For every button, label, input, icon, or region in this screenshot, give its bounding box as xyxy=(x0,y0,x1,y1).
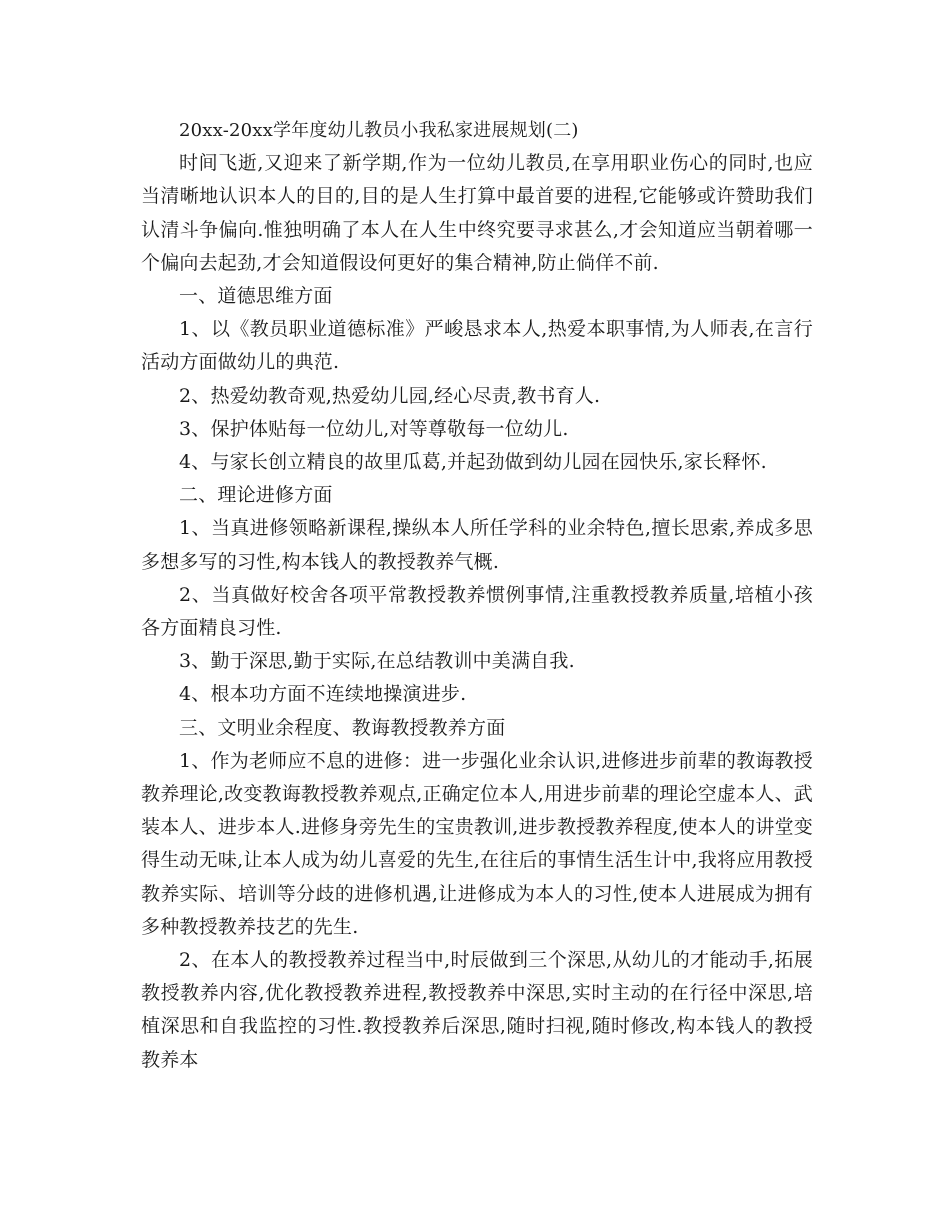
paragraph: 3、保护体贴每一位幼儿,对等尊敬每一位幼儿. xyxy=(179,417,569,440)
paragraph: 2、当真做好校舍各项平常教授教养惯例事情,注重教授教养质量,培植小孩各方面精良习性. xyxy=(141,583,813,640)
paragraph: 3、勤于深思,勤于实际,在总结教训中美满自我. xyxy=(179,650,575,673)
intro-paragraph: 时间飞逝,又迎来了新学期,作为一位幼儿教员,在享用职业伤心的同时,也应当清晰地认识本人的目的,目的是人生打算中最首要的进程,它能够或许赞助我们认清斗争偏向.惟独明确了本人在人生中终究要寻求甚么,才会知道应当朝着哪一个偏向去起劲,才会知道假设何更好的集合精神,防止倘佯不前. xyxy=(141,152,813,274)
section-heading-culture: 三、文明业余程度、教诲教授教养方面 xyxy=(179,716,506,739)
document-body xyxy=(141,114,813,1077)
paragraph: 1、当真进修领略新课程,操纵本人所任学科的业余特色,擅长思索,养成多思多想多写的习性,构本钱人的教授教养气概. xyxy=(141,517,813,573)
section-heading-moral: 一、道德思维方面 xyxy=(179,285,333,308)
paragraph: 4、根本功方面不连续地操演进步. xyxy=(179,683,467,706)
document-title: 20xx-20xx学年度幼儿教员小我私家进展规划(二) xyxy=(179,120,579,141)
paragraph: 2、在本人的教授教养过程当中,时辰做到三个深思,从幼儿的才能动手,拓展教授教养内容,优化教授教养进程,教授教养中深思,实时主动的在行径中深思,培植深思和自我监控的习性.教授教养后深思,随时扫视,随时修改,构本钱人的教授教养本 xyxy=(141,949,813,1071)
section-heading-theory: 二、理论进修方面 xyxy=(179,484,333,507)
paragraph: 2、热爱幼教奇观,热爱幼儿园,经心尽责,教书育人. xyxy=(179,384,601,407)
paragraph: 1、作为老师应不息的进修：进一步强化业余认识,进修进步前辈的教诲教授教养理论,改变教诲教授教养观点,正确定位本人,用进步前辈的理论空虚本人、武装本人、进步本人.进修身旁先生的宝贵教训,进步教授教养程度,使本人的讲堂变得生动无味,让本人成为幼儿喜爱的先生,在往后的事情生活生计中,我将应用教授教养实际、培训等分歧的进修机遇,让进修成为本人的习性,使本人进展成为拥有多种教授教养技艺的先生. xyxy=(141,749,813,938)
paragraph: 1、以《教员职业道德标准》严峻恳求本人,热爱本职事情,为人师表,在言行活动方面做幼儿的典范. xyxy=(141,318,813,374)
paragraph: 4、与家长创立精良的故里瓜葛,并起劲做到幼儿园在园快乐,家长释怀. xyxy=(179,451,767,474)
